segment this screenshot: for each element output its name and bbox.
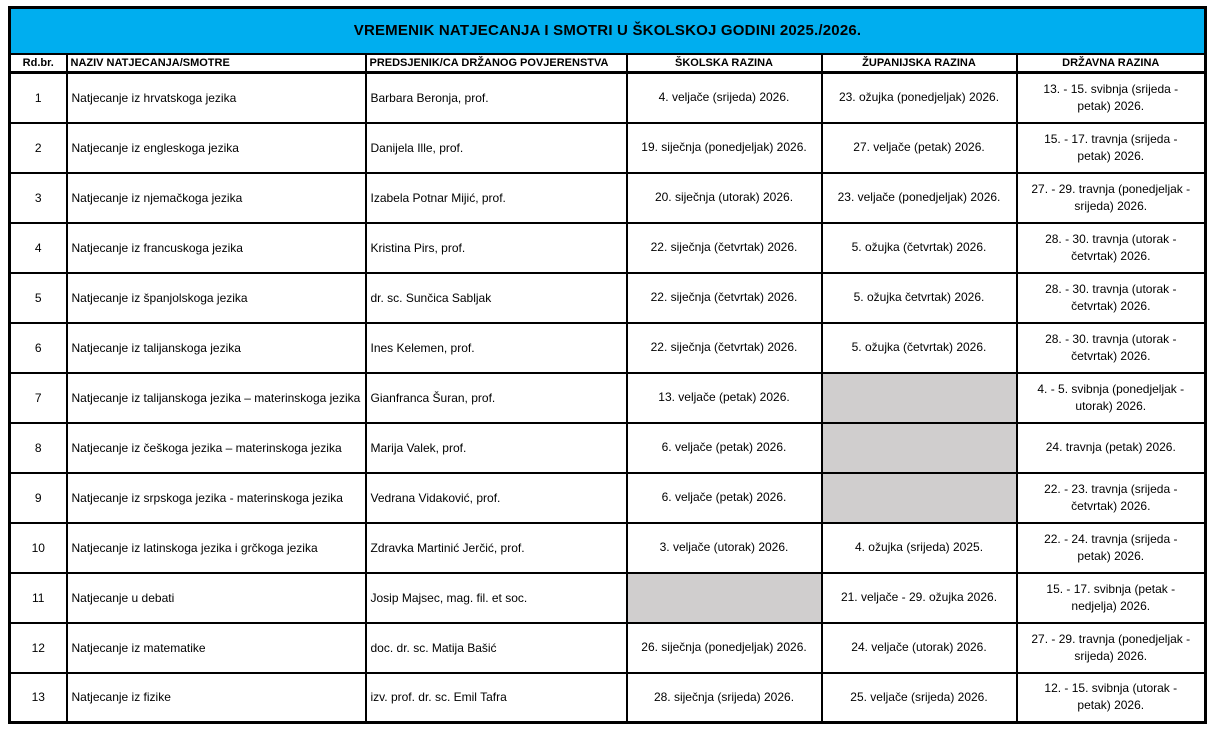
cell-rdbr: 4	[10, 223, 67, 273]
cell-skolska: 6. veljače (petak) 2026.	[627, 423, 822, 473]
cell-rdbr: 7	[10, 373, 67, 423]
column-header-skolska: ŠKOLSKA RAZINA	[627, 54, 822, 73]
cell-naziv: Natjecanje iz francuskoga jezika	[67, 223, 366, 273]
column-header-naziv: NAZIV NATJECANJA/SMOTRE	[67, 54, 366, 73]
cell-rdbr: 10	[10, 523, 67, 573]
cell-zupanijska: 5. ožujka četvrtak) 2026.	[822, 273, 1017, 323]
cell-drzavna: 28. - 30. travnja (utorak - četvrtak) 2026.	[1017, 323, 1206, 373]
cell-predsjednik: Zdravka Martinić Jerčić, prof.	[366, 523, 627, 573]
cell-drzavna: 4. - 5. svibnja (ponedjeljak - utorak) 2026.	[1017, 373, 1206, 423]
cell-predsjednik: doc. dr. sc. Matija Bašić	[366, 623, 627, 673]
cell-drzavna: 12. - 15. svibnja (utorak - petak) 2026.	[1017, 673, 1206, 723]
column-header-drzavna: DRŽAVNA RAZINA	[1017, 54, 1206, 73]
cell-naziv: Natjecanje iz matematike	[67, 623, 366, 673]
page-title: VREMENIK NATJECANJA I SMOTRI U ŠKOLSKOJ GODINI 2025./2026.	[10, 8, 1206, 54]
cell-naziv: Natjecanje iz srpskoga jezika - materinskoga jezika	[67, 473, 366, 523]
cell-skolska: 22. siječnja (četvrtak) 2026.	[627, 273, 822, 323]
cell-naziv: Natjecanje iz talijanskoga jezika	[67, 323, 366, 373]
cell-drzavna: 27. - 29. travnja (ponedjeljak - srijeda) 2026.	[1017, 623, 1206, 673]
cell-drzavna: 27. - 29. travnja (ponedjeljak - srijeda) 2026.	[1017, 173, 1206, 223]
cell-drzavna: 22. - 24. travnja (srijeda - petak) 2026.	[1017, 523, 1206, 573]
cell-naziv: Natjecanje iz njemačkoga jezika	[67, 173, 366, 223]
cell-predsjednik: izv. prof. dr. sc. Emil Tafra	[366, 673, 627, 723]
cell-predsjednik: Kristina Pirs, prof.	[366, 223, 627, 273]
cell-naziv: Natjecanje iz talijanskoga jezika – materinskoga jezika	[67, 373, 366, 423]
cell-zupanijska: 27. veljače (petak) 2026.	[822, 123, 1017, 173]
cell-skolska	[627, 573, 822, 623]
table-row	[10, 523, 1206, 573]
title-row	[10, 8, 1206, 54]
cell-skolska: 3. veljače (utorak) 2026.	[627, 523, 822, 573]
cell-rdbr: 5	[10, 273, 67, 323]
cell-zupanijska: 5. ožujka (četvrtak) 2026.	[822, 223, 1017, 273]
cell-naziv: Natjecanje iz latinskoga jezika i grčkoga jezika	[67, 523, 366, 573]
cell-zupanijska: 21. veljače - 29. ožujka 2026.	[822, 573, 1017, 623]
column-header-zupanijska: ŽUPANIJSKA RAZINA	[822, 54, 1017, 73]
cell-rdbr: 12	[10, 623, 67, 673]
cell-skolska: 26. siječnja (ponedjeljak) 2026.	[627, 623, 822, 673]
cell-predsjednik: Ines Kelemen, prof.	[366, 323, 627, 373]
cell-skolska: 13. veljače (petak) 2026.	[627, 373, 822, 423]
cell-zupanijska: 23. veljače (ponedjeljak) 2026.	[822, 173, 1017, 223]
cell-predsjednik: Izabela Potnar Mijić, prof.	[366, 173, 627, 223]
cell-drzavna: 28. - 30. travnja (utorak - četvrtak) 2026.	[1017, 273, 1206, 323]
column-header-predsjednik: PREDSJENIK/CA DRŽANOG POVJERENSTVA	[366, 54, 627, 73]
cell-naziv: Natjecanje u debati	[67, 573, 366, 623]
cell-zupanijska	[822, 373, 1017, 423]
cell-drzavna: 15. - 17. svibnja (petak - nedjelja) 2026.	[1017, 573, 1206, 623]
table-row	[10, 173, 1206, 223]
cell-naziv: Natjecanje iz španjolskoga jezika	[67, 273, 366, 323]
cell-naziv: Natjecanje iz hrvatskoga jezika	[67, 73, 366, 123]
cell-skolska: 22. siječnja (četvrtak) 2026.	[627, 323, 822, 373]
cell-drzavna: 28. - 30. travnja (utorak - četvrtak) 2026.	[1017, 223, 1206, 273]
cell-skolska: 6. veljače (petak) 2026.	[627, 473, 822, 523]
cell-zupanijska: 5. ožujka (četvrtak) 2026.	[822, 323, 1017, 373]
table-body	[10, 73, 1206, 723]
cell-skolska: 28. siječnja (srijeda) 2026.	[627, 673, 822, 723]
cell-naziv: Natjecanje iz engleskoga jezika	[67, 123, 366, 173]
cell-predsjednik: Vedrana Vidaković, prof.	[366, 473, 627, 523]
cell-skolska: 22. siječnja (četvrtak) 2026.	[627, 223, 822, 273]
cell-zupanijska	[822, 423, 1017, 473]
cell-zupanijska: 23. ožujka (ponedjeljak) 2026.	[822, 73, 1017, 123]
cell-naziv: Natjecanje iz fizike	[67, 673, 366, 723]
cell-rdbr: 2	[10, 123, 67, 173]
cell-zupanijska: 24. veljače (utorak) 2026.	[822, 623, 1017, 673]
table-row	[10, 373, 1206, 423]
cell-rdbr: 1	[10, 73, 67, 123]
cell-predsjednik: Danijela Ille, prof.	[366, 123, 627, 173]
cell-drzavna: 24. travnja (petak) 2026.	[1017, 423, 1206, 473]
cell-zupanijska: 4. ožujka (srijeda) 2025.	[822, 523, 1017, 573]
cell-rdbr: 3	[10, 173, 67, 223]
table-row	[10, 473, 1206, 523]
table-row	[10, 673, 1206, 723]
cell-skolska: 4. veljače (srijeda) 2026.	[627, 73, 822, 123]
table-row	[10, 573, 1206, 623]
table-row	[10, 323, 1206, 373]
table-row	[10, 623, 1206, 673]
table-row	[10, 73, 1206, 123]
cell-predsjednik: Barbara Beronja, prof.	[366, 73, 627, 123]
column-header-rdbr: Rd.br.	[10, 54, 67, 73]
table-row	[10, 273, 1206, 323]
cell-predsjednik: Gianfranca Šuran, prof.	[366, 373, 627, 423]
table-row	[10, 423, 1206, 473]
table-row	[10, 223, 1206, 273]
cell-predsjednik: Josip Majsec, mag. fil. et soc.	[366, 573, 627, 623]
cell-drzavna: 13. - 15. svibnja (srijeda - petak) 2026.	[1017, 73, 1206, 123]
cell-naziv: Natjecanje iz češkoga jezika – materinskoga jezika	[67, 423, 366, 473]
cell-rdbr: 9	[10, 473, 67, 523]
cell-skolska: 19. siječnja (ponedjeljak) 2026.	[627, 123, 822, 173]
cell-drzavna: 22. - 23. travnja (srijeda - četvrtak) 2026.	[1017, 473, 1206, 523]
cell-rdbr: 13	[10, 673, 67, 723]
cell-predsjednik: dr. sc. Sunčica Sabljak	[366, 273, 627, 323]
cell-zupanijska	[822, 473, 1017, 523]
cell-rdbr: 11	[10, 573, 67, 623]
cell-zupanijska: 25. veljače (srijeda) 2026.	[822, 673, 1017, 723]
cell-skolska: 20. siječnja (utorak) 2026.	[627, 173, 822, 223]
table-row	[10, 123, 1206, 173]
cell-drzavna: 15. - 17. travnja (srijeda - petak) 2026.	[1017, 123, 1206, 173]
cell-rdbr: 8	[10, 423, 67, 473]
cell-predsjednik: Marija Valek, prof.	[366, 423, 627, 473]
cell-rdbr: 6	[10, 323, 67, 373]
header-row	[10, 54, 1206, 73]
schedule-table	[8, 6, 1207, 724]
